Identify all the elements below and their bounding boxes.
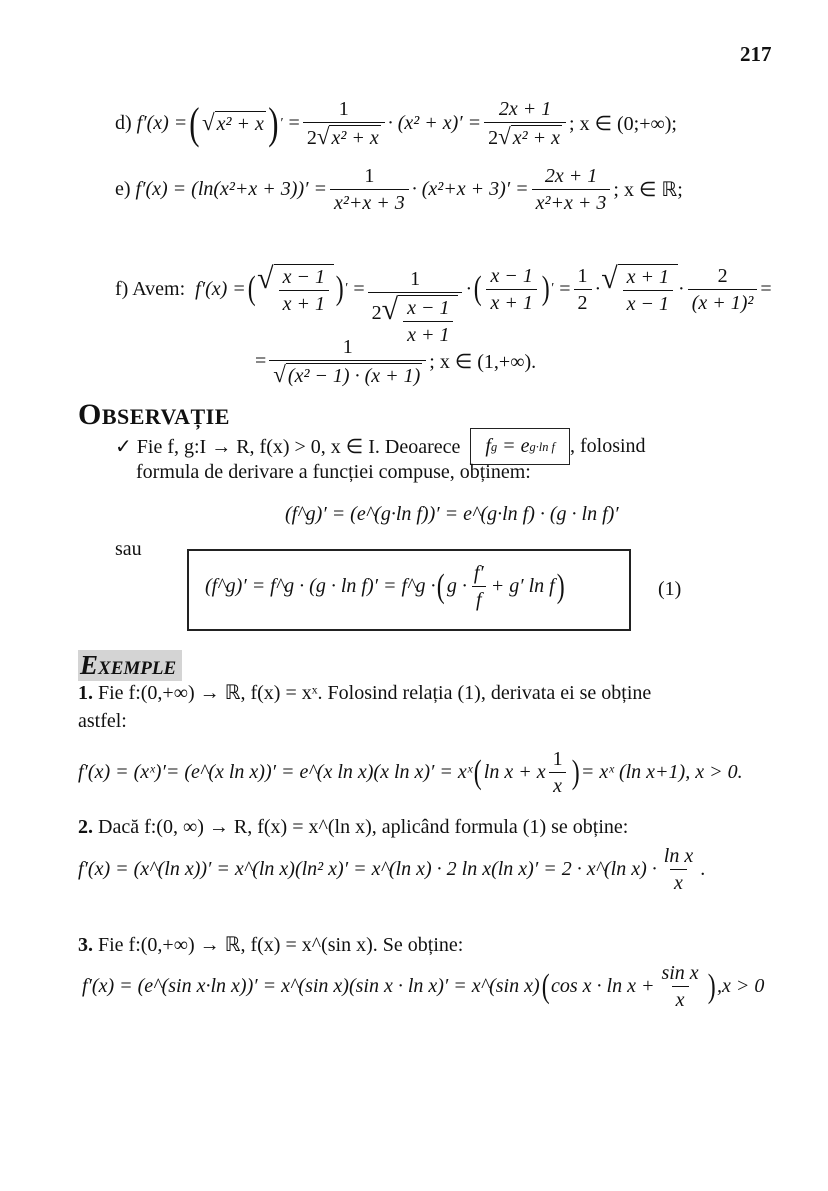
sau-label: sau — [115, 538, 142, 560]
derivation-d-lhs: f′(x) = — [136, 112, 188, 134]
close-paren-icon: ) — [571, 753, 580, 791]
example-1-statement-cont: astfel: — [78, 710, 127, 732]
open-paren-icon: ( — [437, 567, 446, 605]
fraction: $\frac{2x + 1}{\text{x²+x + 3}}$ — [532, 165, 611, 214]
example-2-derivation: f′(x) = (x^(ln x))′ = x^(ln x)(ln² x)′ = x^(ln x) · 2 ln x(ln x)′ = 2 · x^(ln x) · $\frac{\text{ln x}}{x}$ . — [78, 845, 706, 894]
derivation-f-result: = 1 √ (x² − 1) · (x + 1) ; x ∈ (1,+∞). — [255, 336, 537, 387]
observatie-line2: formula de derivare a funcției compuse, obținem: — [136, 461, 531, 483]
derivation-f: f) Avem: f′(x) = ( √ $\frac{x - 1}{x + 1}$ ) ′ = 1 2 √ $\frac{x - 1}{x + 1}$ · ( $\frac{x - 1}{x + 1}$ ) ′ = $\frac{1}{2}$ · √ $\frac{x + 1}{x - 1}$ · $\frac{2}{\text{(x + 1)²}}$ = — [115, 261, 772, 346]
fraction: 1 2 √ $\frac{x - 1}{x + 1}$ — [368, 268, 463, 346]
close-paren-icon: ) — [268, 98, 279, 148]
example-2-statement: 2. Dacă f:(0, ∞) → R, f(x) = x^(ln x), aplicând formula (1) se obține: — [78, 816, 629, 838]
fraction: 2x + 1 2 √ x² + x — [484, 98, 566, 149]
open-paren-icon: ( — [541, 967, 550, 1005]
fraction: $\frac{1}{\text{x²+x + 3}}$ — [330, 165, 409, 214]
derivation-d-label: d) — [115, 112, 132, 134]
boxed-formula-content: (f^g)′ = f^g · (g · ln f)′ = f^g · ( g · $\frac{f'}{f}$ + g′ ln f ) — [205, 562, 565, 611]
open-paren-icon: ( — [474, 753, 483, 791]
fraction: 1 2 √ x² + x — [303, 98, 385, 149]
close-paren-icon: ) — [335, 270, 344, 307]
exemple-heading: EXEMPLE — [78, 650, 182, 681]
sqrt-expression: √ x² + x — [201, 110, 264, 135]
derivation-d: d) f′(x) = ( √ x² + x ) ′ = 1 2 √ x² + x · (x² + x)′ = 2x + 1 2 √ x² + x ; x ∈ (0;+∞); — [115, 98, 677, 149]
page-number: 217 — [740, 42, 772, 66]
example-1-derivation: f′(x) = (xˣ)′= (e^(x ln x))′ = e^(x ln x)(x ln x)′ = xˣ ( ln x + x $\frac{1}{x}$ ) = xˣ (ln x+1), x > 0. — [78, 748, 743, 797]
open-paren-icon: ( — [189, 98, 200, 148]
boxed-identity: f g = e g·ln f — [470, 428, 570, 465]
close-paren-icon: ) — [556, 567, 565, 605]
example-1-statement: 1. Fie f:(0,+∞) → ℝ, f(x) = xˣ. Folosind relația (1), derivata ei se obține — [78, 682, 652, 704]
close-paren-icon: ) — [707, 967, 716, 1005]
sqrt-expression: √ $\frac{x - 1}{x + 1}$ — [257, 264, 334, 315]
fraction: 1 √ (x² − 1) · (x + 1) — [269, 336, 426, 387]
open-paren-icon: ( — [247, 270, 256, 307]
open-paren-icon: ( — [473, 270, 482, 307]
close-paren-icon: ) — [541, 270, 550, 307]
observatie-formula: (f^g)′ = (e^(g·ln f))′ = e^(g·ln f) · (g · ln f)′ — [285, 503, 619, 525]
example-3-derivation: f′(x) = (e^(sin x·ln x))′ = x^(sin x)(sin x · ln x)′ = x^(sin x) ( cos x · ln x + $\frac{\text{sin x}}{x}$ ) ,x > 0 — [82, 962, 765, 1011]
derivation-e: e) f′(x) = (ln(x²+x + 3))′ = $\frac{1}{\text{x²+x + 3}}$ · (x²+x + 3)′ = $\frac{2x + 1}{\text{x²+x + 3}}$ ; x ∈ ℝ; — [115, 165, 683, 214]
check-icon: ✓ — [115, 436, 132, 458]
example-3-statement: 3. Fie f:(0,+∞) → ℝ, f(x) = x^(sin x). Se obține: — [78, 934, 464, 956]
observatie-line1: ✓ Fie f, g:I → R, f(x) > 0, x ∈ I. Deoarece f g = e g·ln f , folosind — [115, 428, 646, 465]
equation-number: (1) — [658, 578, 682, 600]
observatie-heading: OBSERVAȚIE — [78, 398, 230, 431]
